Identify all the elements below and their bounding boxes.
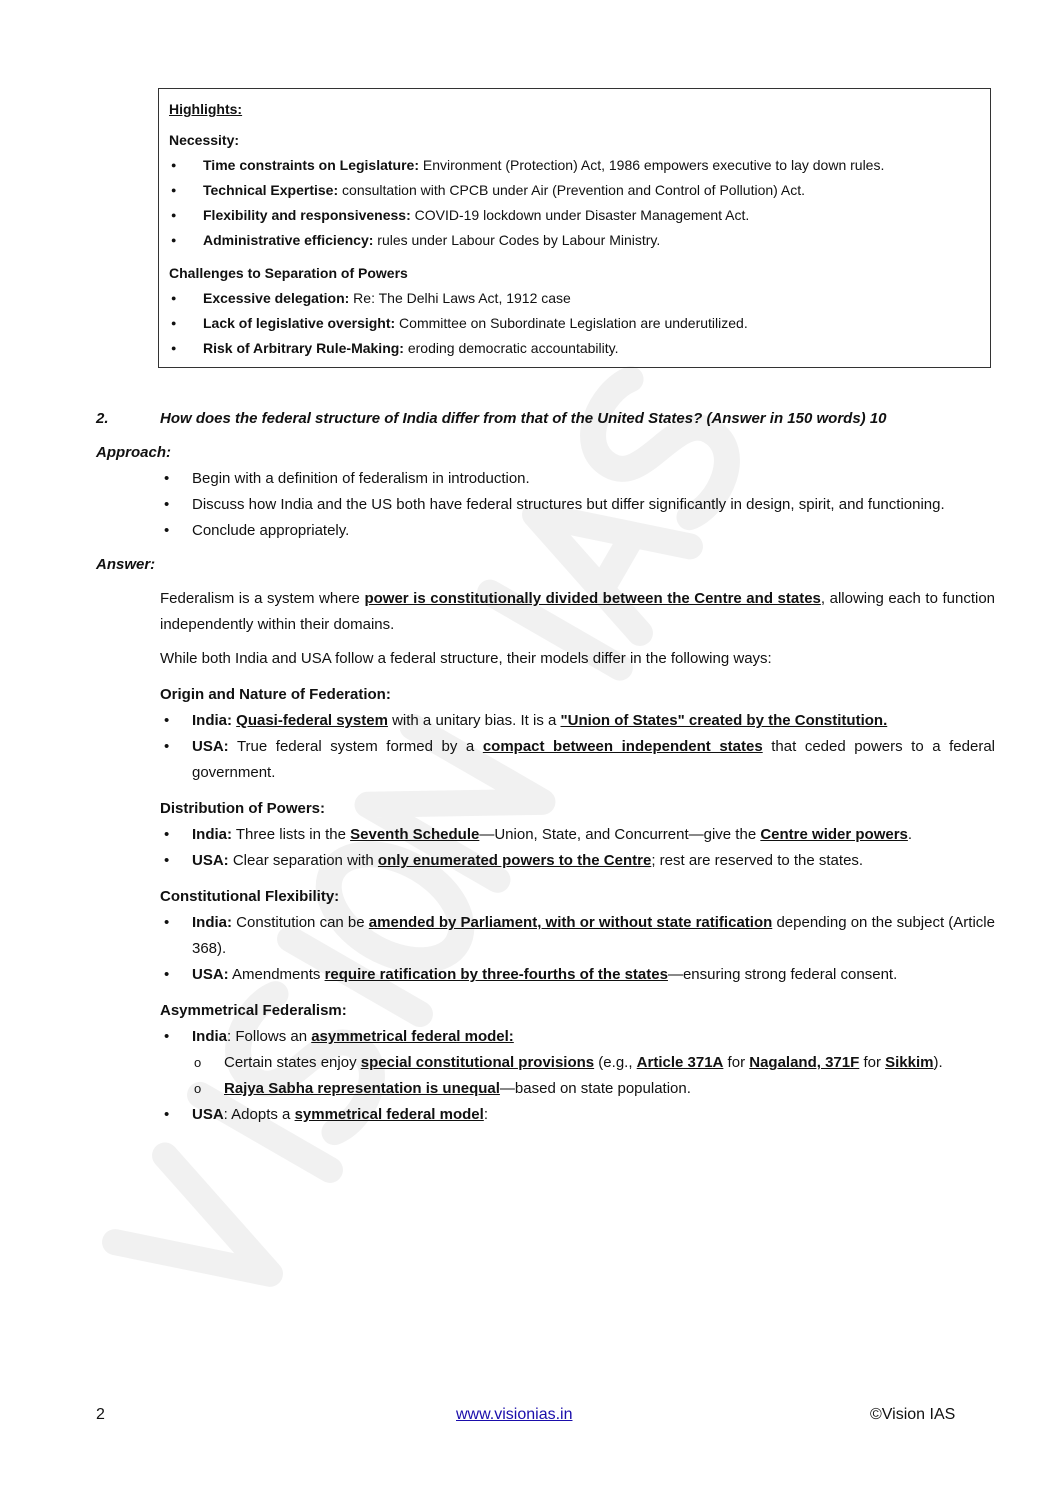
text-run: for [859, 1054, 886, 1071]
text-run: —ensuring strong federal consent. [667, 966, 898, 983]
text-run: While both India and USA follow a federal structure, their models differ in the following ways: [160, 650, 772, 667]
emphasis-text: asymmetrical federal model: [311, 1028, 514, 1045]
bullet-icon: ● [171, 293, 177, 303]
challenges-heading: Challenges to Separation of Powers [169, 265, 408, 281]
text-run: Environment (Protection) Act, 1986 empowers executive to lay down rules. [419, 157, 885, 173]
list-item-text [203, 286, 571, 311]
list-item [169, 311, 980, 336]
text-run: —based on state population. [499, 1080, 691, 1097]
emphasis-text: only enumerated powers to the Centre [377, 852, 652, 869]
bold-label: India: [192, 826, 232, 843]
section-heading: Constitutional Flexibility: [160, 888, 340, 905]
text-run: . [907, 826, 913, 843]
list-item [169, 228, 980, 253]
text-run: —Union, State, and Concurrent—give the [479, 826, 761, 843]
list-item [160, 1102, 995, 1128]
list-item [169, 203, 980, 228]
bold-label: Lack of legislative oversight: [203, 315, 396, 331]
bullet-icon: ● [171, 318, 177, 328]
list-item [169, 178, 980, 203]
list-item-text [224, 1076, 995, 1102]
text-run: : Follows an [227, 1028, 312, 1045]
text-run: consultation with CPCB under Air (Prevention and Control of Pollution) Act. [338, 182, 806, 198]
bullet-list [160, 708, 995, 786]
bullet-list [160, 822, 995, 874]
bold-label: USA: [192, 966, 229, 983]
bold-label: USA: [192, 738, 229, 755]
emphasis-text: Sikkim [885, 1054, 934, 1071]
question-number: 2. [96, 410, 109, 427]
text-run: : Adopts a [223, 1106, 295, 1123]
bold-label: Excessive delegation: [203, 290, 350, 306]
approach-label: Approach: [96, 444, 171, 461]
text-run: Federalism is a system where [160, 590, 365, 607]
highlights-box [158, 88, 991, 368]
list-item [169, 336, 980, 361]
circle-bullet-icon: o [194, 1081, 202, 1096]
bullet-icon: ● [171, 210, 177, 220]
list-item-text [203, 153, 884, 178]
list-item [160, 910, 995, 962]
bullet-icon: ● [171, 343, 177, 353]
list-item-text [192, 822, 995, 848]
list-item-text [203, 311, 748, 336]
text-run: True federal system formed by a [228, 738, 483, 755]
list-item [169, 153, 980, 178]
list-item-text [192, 708, 995, 734]
text-run: Conclude appropriately. [192, 522, 350, 539]
list-item-text [192, 1102, 995, 1128]
emphasis-text: Nagaland, 371F [749, 1054, 860, 1071]
emphasis-text: Article 371A [636, 1054, 724, 1071]
list-item [160, 848, 995, 874]
bullet-list [169, 153, 980, 253]
copyright: ©Vision IAS [870, 1406, 956, 1423]
bullet-list [169, 286, 980, 361]
list-item [160, 492, 995, 518]
list-item [160, 822, 995, 848]
bullet-icon: • [164, 852, 170, 869]
text-run: Three lists in the [232, 826, 351, 843]
text-run: (e.g., [594, 1054, 637, 1071]
necessity-heading: Necessity: [169, 132, 240, 148]
list-item-text [224, 1050, 995, 1076]
list-item-text [192, 734, 995, 786]
emphasis-text: Centre wider powers [760, 826, 908, 843]
emphasis-text: Rajya Sabha representation is unequal [224, 1080, 500, 1097]
emphasis-text: Quasi-federal system [236, 712, 388, 729]
section-heading: Asymmetrical Federalism: [160, 1002, 347, 1019]
emphasis-text: symmetrical federal model [294, 1106, 484, 1123]
circle-bullet-icon: o [194, 1055, 202, 1070]
bullet-icon: • [164, 1106, 170, 1123]
list-item [160, 518, 995, 544]
bold-label: Risk of Arbitrary Rule-Making: [203, 340, 404, 356]
emphasis-text: require ratification by three-fourths of the states [324, 966, 668, 983]
text-run: : [483, 1106, 488, 1123]
highlights-title: Highlights: [169, 101, 243, 117]
emphasis-text: power is constitutionally divided between the Centre and states [364, 590, 821, 607]
page-number: 2 [96, 1406, 105, 1423]
bold-label: Flexibility and responsiveness: [203, 207, 411, 223]
text-run: COVID-19 lockdown under Disaster Management Act. [410, 207, 750, 223]
bullet-icon: • [164, 914, 170, 931]
answer-lead [160, 646, 995, 672]
list-item [192, 1076, 995, 1102]
list-item [160, 962, 995, 988]
text-run: that ceded powers to a federal government. [192, 738, 995, 781]
bold-label: USA [192, 1106, 224, 1123]
bullet-list [160, 1024, 995, 1128]
text-run: Constitution can be [232, 914, 369, 931]
text-run: for [723, 1054, 750, 1071]
list-item [160, 1024, 995, 1050]
bold-label: India: [192, 914, 232, 931]
bullet-icon: ● [171, 235, 177, 245]
emphasis-text: amended by Parliament, with or without state ratification [368, 914, 773, 931]
list-item [160, 708, 995, 734]
bullet-icon: • [164, 522, 170, 539]
bullet-icon: • [164, 826, 170, 843]
bullet-icon: • [164, 966, 170, 983]
list-item-text [203, 178, 805, 203]
text-run: Committee on Subordinate Legislation are underutilized. [395, 315, 748, 331]
emphasis-text: compact between independent states [482, 738, 763, 755]
emphasis-text: Seventh Schedule [350, 826, 480, 843]
bullet-icon: • [164, 1028, 170, 1045]
text-run: rules under Labour Codes by Labour Ministry. [373, 232, 661, 248]
answer-label: Answer: [96, 556, 156, 573]
text-run: Clear separation with [228, 852, 378, 869]
list-item [169, 286, 980, 311]
emphasis-text: special constitutional provisions [360, 1054, 595, 1071]
bullet-icon: • [164, 470, 170, 487]
bullet-icon: • [164, 712, 170, 729]
bold-label: USA: [192, 852, 229, 869]
section-heading: Origin and Nature of Federation: [160, 686, 391, 703]
list-item [192, 1050, 995, 1076]
text-run: Re: The Delhi Laws Act, 1912 case [349, 290, 571, 306]
text-run: depending on the subject (Article 368). [192, 914, 995, 957]
text-run: with a unitary bias. It is a [387, 712, 561, 729]
bold-label: Technical Expertise: [203, 182, 339, 198]
list-item [160, 466, 995, 492]
bold-label: Time constraints on Legislature: [203, 157, 420, 173]
list-item-text [203, 336, 619, 361]
list-item-text [192, 910, 995, 962]
list-item-text [192, 492, 995, 518]
text-run: ; rest are reserved to the states. [651, 852, 864, 869]
bullet-list [160, 466, 995, 544]
list-item-text [192, 962, 995, 988]
list-item-text [192, 1024, 995, 1050]
text-run: Amendments [228, 966, 325, 983]
page-content [96, 88, 995, 1128]
text-run: Begin with a definition of federalism in introduction. [192, 470, 530, 487]
website-link[interactable]: www.visionias.in [456, 1406, 573, 1423]
emphasis-text: "Union of States" created by the Constitution. [560, 712, 888, 729]
text-run: ). [933, 1054, 943, 1071]
bullet-list [160, 910, 995, 988]
bullet-icon: • [164, 738, 170, 755]
bullet-icon: ● [171, 160, 177, 170]
text-run: Discuss how India and the US both have federal structures but differ significantly in design, spirit, and functioning. [192, 496, 945, 513]
text-run: , allowing each to function independently within their domains. [160, 590, 996, 633]
list-item-text [203, 203, 749, 228]
bold-label: India [192, 1028, 228, 1045]
text-run: Certain states enjoy [224, 1054, 361, 1071]
text-run: eroding democratic accountability. [403, 340, 619, 356]
bold-label: India: [192, 712, 232, 729]
list-item-text [192, 466, 995, 492]
bold-label: Administrative efficiency: [203, 232, 374, 248]
list-item [160, 734, 995, 786]
answer-intro [160, 586, 995, 638]
list-item-text [192, 518, 995, 544]
bullet-icon: • [164, 496, 170, 513]
bullet-icon: ● [171, 185, 177, 195]
list-item-text [203, 228, 660, 253]
list-item-text [192, 848, 995, 874]
section-heading: Distribution of Powers: [160, 800, 325, 817]
question-text: How does the federal structure of India differ from that of the United States? (Answer in 150 words) 10 [160, 410, 887, 427]
